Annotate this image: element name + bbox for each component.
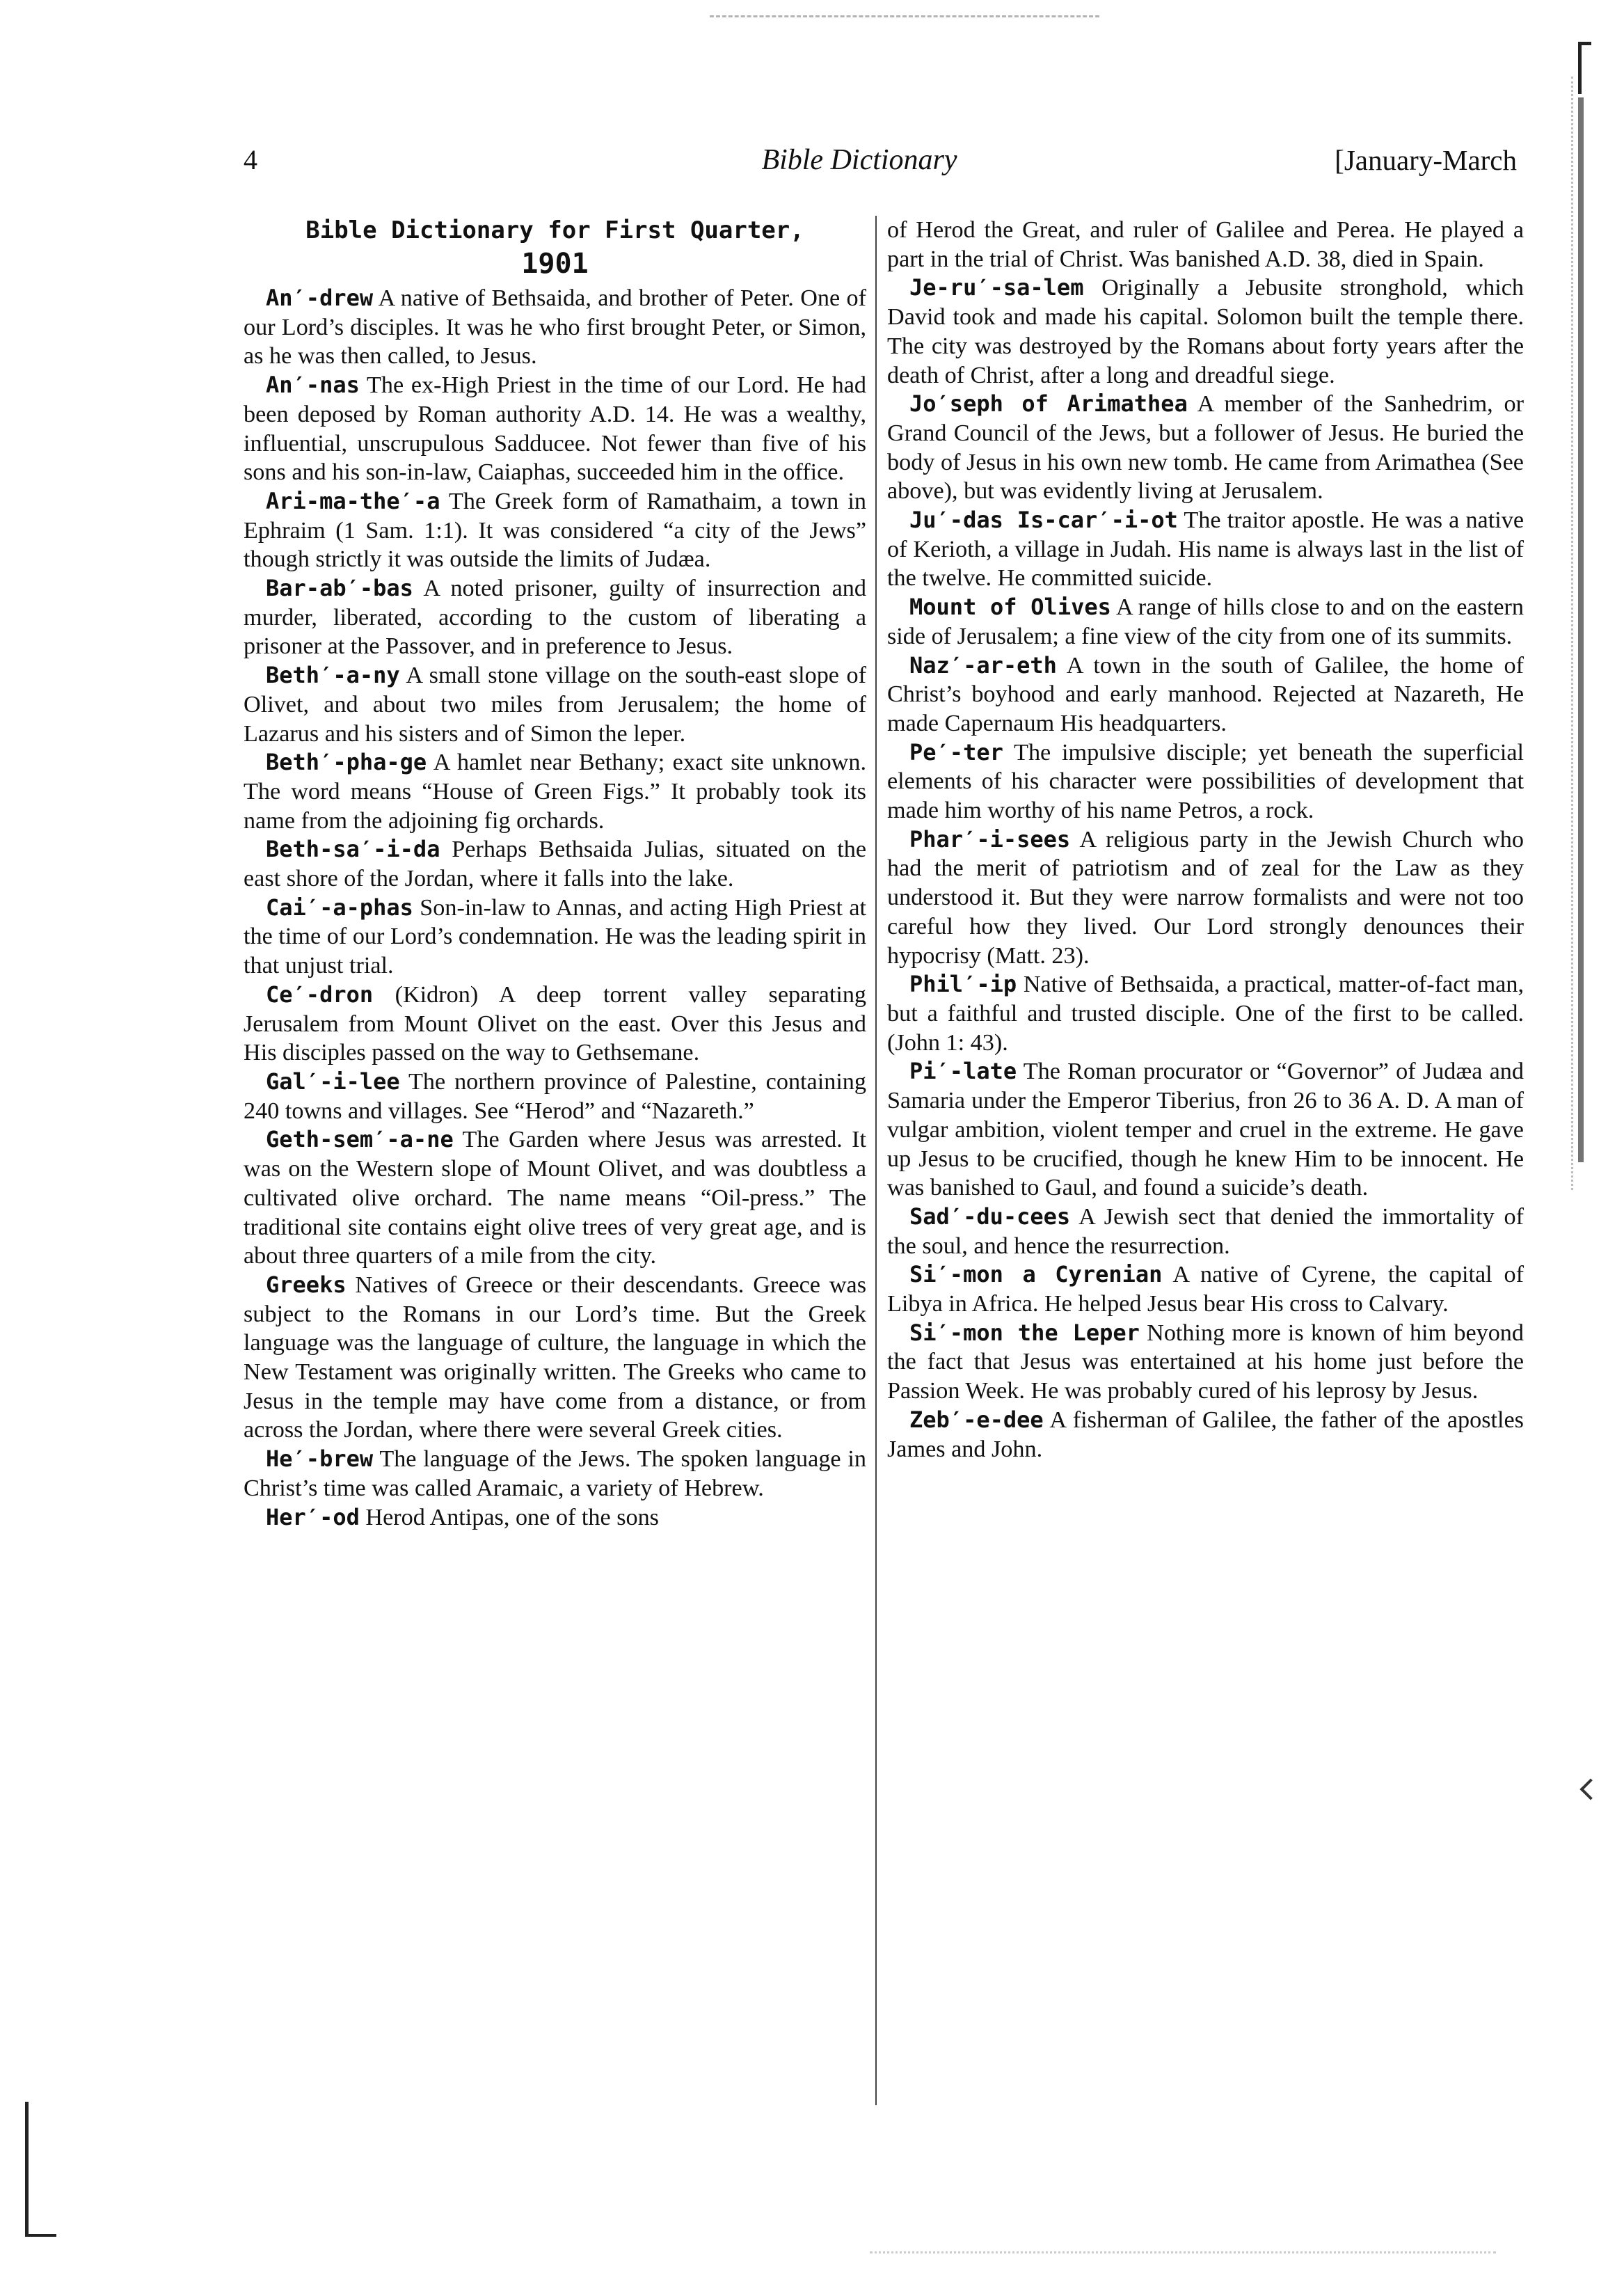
page-number: 4 — [244, 144, 257, 175]
entry-term: Je-ru′-sa-lem — [909, 274, 1084, 301]
entry-definition: The impulsive disciple; yet beneath the superficial elements of his character were possibilities of development that made him worthy of his name Petros, a rock. — [887, 739, 1524, 824]
scan-artifact-left-bracket — [25, 2102, 56, 2237]
dictionary-entry — [244, 371, 866, 487]
dictionary-entry — [244, 1445, 866, 1503]
dictionary-entry — [887, 1319, 1524, 1406]
entry-definition: The traitor apostle. He was a native of Kerioth, a village in Judah. His name is always last in the list of the twelve. He committed suicide. — [887, 507, 1524, 592]
entry-term: Bar-ab′-bas — [266, 575, 413, 602]
dictionary-entry — [887, 1203, 1524, 1260]
entry-term: Beth′-pha-ge — [266, 749, 427, 776]
dictionary-entry — [887, 651, 1524, 738]
scan-artifact-right-edge — [1571, 77, 1573, 1190]
dictionary-entry — [887, 1406, 1524, 1464]
dictionary-entry — [244, 487, 866, 574]
entry-continuation: of Herod the Great, and ruler of Galilee and Perea. He played a part in the trial of Christ. Was banished A.D. 38, died in Spain. — [887, 217, 1524, 272]
entry-term: Pi′-late — [909, 1058, 1017, 1085]
dictionary-entry — [244, 661, 866, 748]
entry-definition: Nothing more is known of him beyond the fact that Jesus was entertained at his home just before the Passion Week. He was probably cured of his leprosy by Jesus. — [887, 1320, 1524, 1404]
entry-definition: The northern province of Palestine, containing 240 towns and villages. See “Herod” and “Nazareth.” — [244, 1068, 866, 1124]
section-heading: [January-March — [1335, 144, 1517, 176]
entry-definition: Son-in-law to Annas, and acting High Priest at the time of our Lord’s condemnation. He was the leading spirit in that unjust trial. — [244, 894, 866, 979]
dictionary-entry — [244, 981, 866, 1068]
scan-artifact-bottom — [870, 2251, 1496, 2253]
dictionary-entry — [244, 894, 866, 981]
entry-definition: A native of Bethsaida, and brother of Peter. One of our Lord’s disciples. It was he who first brought Peter, or Simon, as he was then called, to Jesus. — [244, 285, 866, 370]
dictionary-entry — [887, 390, 1524, 506]
entry-term: Mount of Olives — [909, 594, 1111, 621]
dictionary-entry — [244, 1503, 866, 1532]
entry-term: Phar′-i-sees — [909, 825, 1071, 853]
entry-definition: A range of hills close to and on the eastern side of Jerusalem; a fine view of the city from one of its summits. — [887, 594, 1524, 649]
dictionary-entry — [244, 1068, 866, 1125]
entry-term: Gal′-i-lee — [266, 1068, 400, 1095]
entry-term: He′-brew — [266, 1445, 374, 1473]
dictionary-entry — [887, 825, 1524, 971]
dictionary-entry — [887, 1057, 1524, 1203]
entry-definition: The language of the Jews. The spoken language in Christ’s time was called Aramaic, a variety of Hebrew. — [244, 1446, 866, 1501]
entry-definition: (Kidron) A deep torrent valley separating Jerusalem from Mount Olivet on the east. Over this Jesus and His disciples passed on the way to Gethsemane. — [244, 981, 867, 1066]
entry-term: Greeks — [266, 1271, 347, 1298]
entry-term: Sad′-du-cees — [909, 1203, 1071, 1230]
dictionary-entry — [887, 738, 1524, 825]
entry-term: Phil′-ip — [909, 971, 1017, 998]
entry-definition: A town in the south of Galilee, the home of Christ’s boyhood and early manhood. Rejected at Nazareth, He made Capernaum His headquarters. — [887, 652, 1524, 736]
entry-term: Beth-sa′-i-da — [266, 836, 440, 863]
entry-definition: A member of the Sanhedrim, or Grand Council of the Jews, but a follower of Jesus. He buried the body of Jesus in his own new tomb. He came from Arimathea (See above), but was evidently living at Jerusalem. — [887, 391, 1524, 505]
dictionary-entry — [244, 1271, 866, 1445]
entry-definition: A Jewish sect that denied the immortality of the soul, and hence the resurrection. — [887, 1203, 1525, 1259]
scan-artifact-right-bar — [1578, 97, 1584, 1162]
entry-term: Cai′-a-phas — [266, 894, 413, 921]
left-column — [244, 216, 866, 1532]
dictionary-entry — [887, 274, 1524, 390]
scan-artifact-top — [710, 15, 1099, 22]
article-title: Bible Dictionary for First Quarter, — [305, 216, 804, 244]
entry-term: Ari-ma-the′-a — [266, 487, 440, 514]
entry-definition: The ex-High Priest in the time of our Lord. He had been deposed by Roman authority A.D. 14. He was a wealthy, influential, unscrupulous Sadducee. Not fewer than five of his sons and his son-in-law, Caiaphas, succeeded him in the office. — [244, 372, 866, 486]
entry-term: Naz′-ar-eth — [909, 651, 1057, 679]
running-title: Bible Dictionary — [761, 144, 957, 176]
entry-definition: Herod Antipas, one of the sons — [365, 1504, 659, 1530]
right-column — [887, 216, 1524, 1464]
article-year: 1901 — [521, 248, 589, 280]
entry-definition: The Greek form of Ramathaim, a town in Ephraim (1 Sam. 1:1). It was considered “a city of the Jews” though strictly it was outside the limits of Judæa. — [244, 488, 866, 573]
dictionary-entry — [244, 835, 866, 893]
entry-definition: A hamlet near Bethany; exact site unknown. The word means “House of Green Figs.” It probably took its name from the adjoining fig orchards. — [244, 750, 866, 834]
dictionary-entry — [244, 284, 866, 371]
entry-term: Zeb′-e-dee — [909, 1406, 1044, 1433]
dictionary-entry — [887, 1260, 1524, 1318]
entry-term: Si′-mon the Leper — [909, 1319, 1140, 1346]
entry-definition: The Garden where Jesus was arrested. It was on the Western slope of Mount Olivet, and was doubtless a cultivated olive orchard. The name means “Oil-press.” The traditional site contains eight olive trees of very great age, and is about three quarters of a mile from the city. — [244, 1127, 866, 1269]
entry-term: Si′-mon a Cyrenian — [909, 1261, 1163, 1288]
entry-term: Jo′seph of Arimathea — [909, 390, 1188, 418]
entry-definition: Originally a Jebusite stronghold, which David took and made his capital. Solomon built the temple there. The city was destroyed by the Romans about forty years after the death of Christ, after a long and dreadful siege. — [887, 275, 1524, 388]
entry-definition: Native of Bethsaida, a practical, matter-of-fact man, but a faithful and trusted disciple. One of the first to be called. (John 1: 43). — [887, 972, 1524, 1056]
entry-term: An′-nas — [266, 372, 360, 399]
column-rule — [875, 216, 877, 2105]
entry-definition: Natives of Greece or their descendants. Greece was subject to the Romans in our Lord’s time. But the Greek language was the language of culture, the language in which the New Testament was originally written. The Greeks who came to Jesus in the temple may have come from a distance, or from across the Jordan, where there were several Greek cities. — [244, 1271, 866, 1443]
entry-term: Geth-sem′-a-ne — [266, 1126, 454, 1153]
entry-definition: A native of Cyrene, the capital of Libya in Africa. He helped Jesus bear His cross to Calvary. — [887, 1262, 1524, 1317]
entry-definition: Perhaps Bethsaida Julias, situated on the east shore of the Jordan, where it falls into the lake. — [244, 837, 866, 892]
entry-definition: A noted prisoner, guilty of insurrection and murder, liberated, according to the custom of liberating a prisoner at the Passover, and in preference to Jesus. — [244, 576, 866, 660]
entry-term: Her′-od — [266, 1503, 360, 1530]
dictionary-entry — [887, 593, 1524, 651]
dictionary-entry — [887, 506, 1524, 593]
dictionary-entry — [244, 1125, 866, 1271]
scan-artifact-right-mark — [1578, 42, 1591, 94]
entry-term: Ju′-das Is-car′-i-ot — [909, 507, 1178, 534]
dictionary-entry — [244, 574, 866, 661]
entry-definition: The Roman procurator or “Governor” of Judæa and Samaria under the Emperor Tiberius, fron 26 to 36 A. D. A man of vulgar ambition, violent temper and cruel in the extreme. He gave up Jesus to be crucified, though he knew Him to be innocent. He was banished to Gaul, and found a suicide’s death. — [887, 1059, 1524, 1201]
scan-artifact-right-arrow — [1579, 1778, 1601, 1800]
entry-term: An′-drew — [266, 285, 374, 311]
entry-term: Pe′-ter — [909, 738, 1003, 766]
dictionary-entry — [887, 970, 1524, 1057]
dictionary-entry — [244, 748, 866, 835]
entry-term: Ce′-dron — [266, 981, 374, 1008]
entry-definition: A small stone village on the south-east slope of Olivet, and about two miles from Jerusalem; the home of Lazarus and his sisters and of Simon the leper. — [244, 663, 866, 747]
entry-definition: A religious party in the Jewish Church who had the merit of patriotism and of zeal for the Law as they understood it. But they were narrow formalists and were not too careful how they lived. Our Lord strongly denounces their hypocrisy (Matt. 23). — [887, 826, 1524, 969]
entry-term: Beth′-a-ny — [266, 662, 400, 689]
entry-definition: A fisherman of Galilee, the father of the apostles James and John. — [887, 1407, 1524, 1462]
